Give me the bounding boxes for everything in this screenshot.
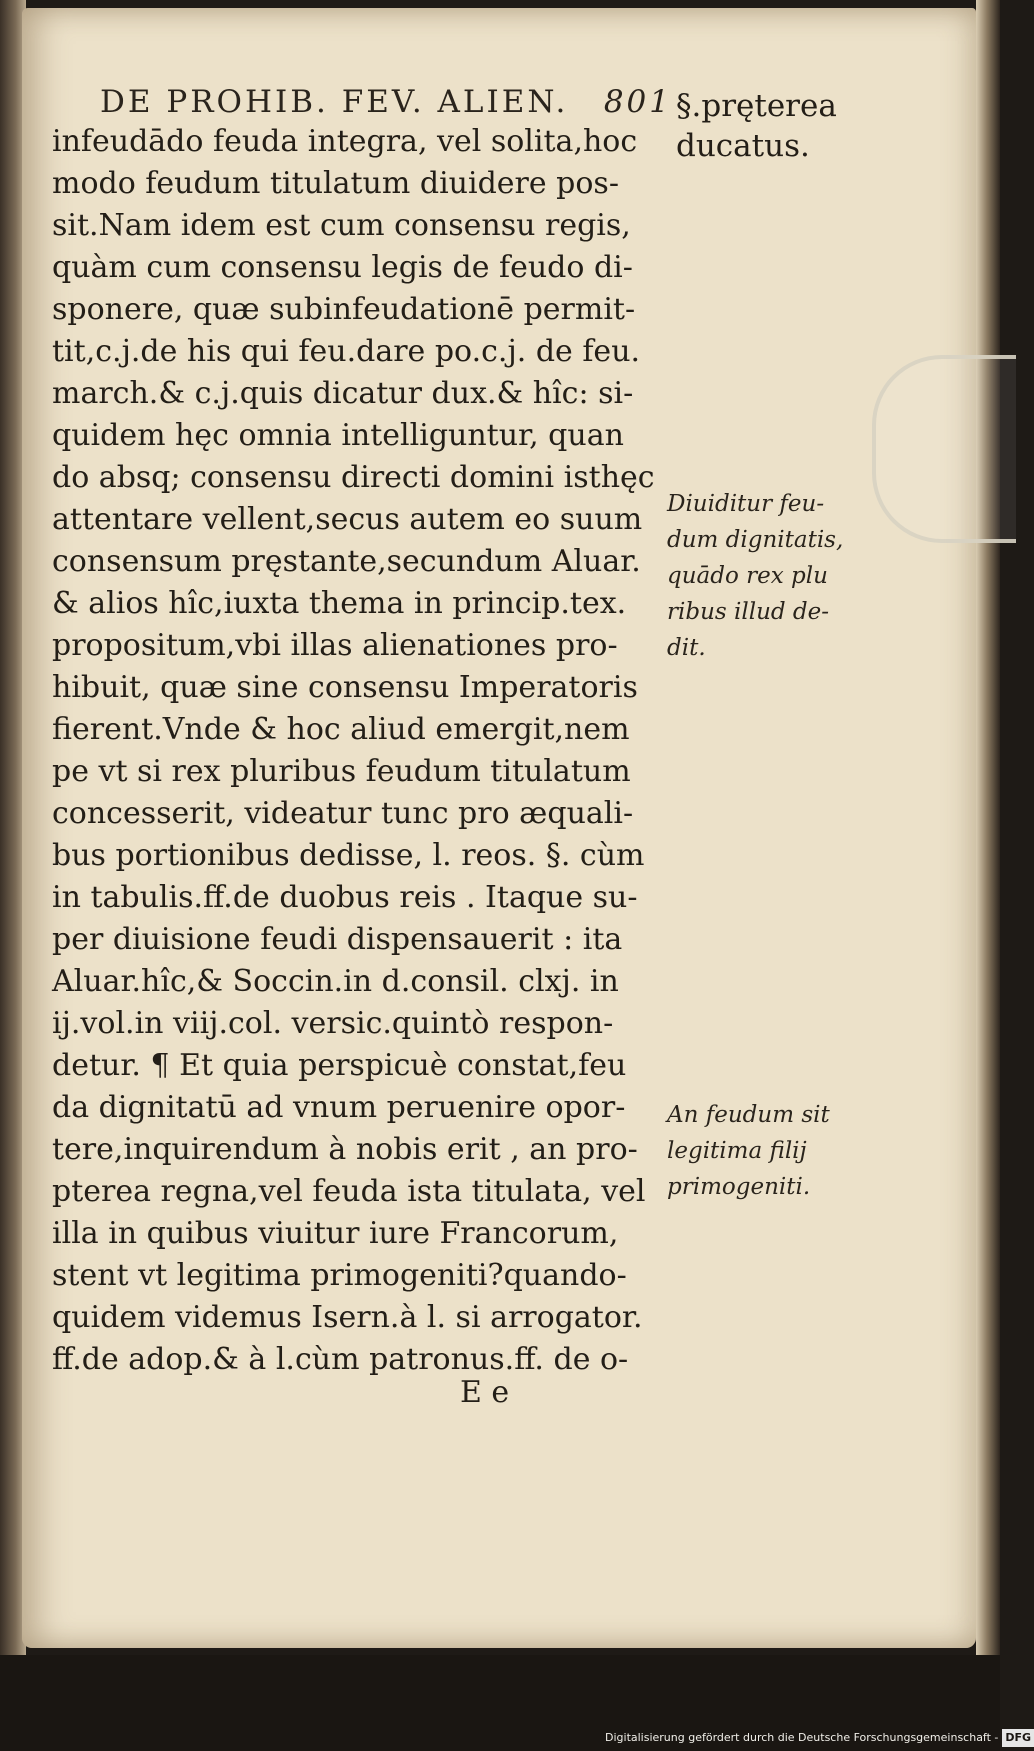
text-line: infeudādo feuda integra, vel solita,hoc bbox=[52, 124, 638, 159]
text-line: sponere, quæ subinfeudationē permit- bbox=[52, 292, 636, 327]
body-text bbox=[52, 122, 677, 1422]
text-line: quidem videmus Isern.à l. si arrogator. bbox=[52, 1300, 643, 1335]
marginal-heading-line: §.pręterea bbox=[676, 88, 837, 124]
text-line: fierent.Vnde & hoc aliud emergit,nem bbox=[52, 712, 630, 747]
text-line: stent vt legitima primogeniti?quando- bbox=[52, 1258, 627, 1293]
text-line: march.& c.j.quis dicatur dux.& hîc: si- bbox=[52, 376, 634, 411]
text-line: concesserit, videatur tunc pro æquali- bbox=[52, 796, 634, 831]
text-line: Aluar.hîc,& Soccin.in d.consil. clxj. in bbox=[52, 964, 619, 999]
text-line: modo feudum titulatum diuidere pos- bbox=[52, 166, 619, 201]
running-head-title: DE PROHIB. FEV. ALIEN. bbox=[100, 84, 569, 120]
marginal-note-line: legitima filij bbox=[667, 1138, 807, 1164]
credit-text: Digitalisierung gefördert durch die Deutsche Forschungsgemeinschaft - bbox=[605, 1731, 999, 1744]
marginal-note-line: ribus illud de- bbox=[667, 599, 830, 625]
text-line: quàm cum consensu legis de feudo di- bbox=[52, 250, 633, 285]
marginal-heading bbox=[676, 86, 876, 166]
text-line: quidem hęc omnia intelliguntur, quan bbox=[52, 418, 624, 453]
text-line: bus portionibus dedisse, l. reos. §. cùm bbox=[52, 838, 645, 873]
text-line: consensum pręstante,secundum Aluar. bbox=[52, 544, 641, 579]
text-line: da dignitatū ad vnum peruenire opor- bbox=[52, 1090, 626, 1125]
text-line: pterea regna,vel feuda ista titulata, vel bbox=[52, 1174, 646, 1209]
text-line: hibuit, quæ sine consensu Imperatoris bbox=[52, 670, 638, 705]
text-line: detur. ¶ Et quia perspicuè constat,feu bbox=[52, 1048, 627, 1083]
text-line: sit.Nam idem est cum consensu regis, bbox=[52, 208, 631, 243]
marginal-note-line: Diuiditur feu- bbox=[667, 491, 825, 517]
text-line: propositum,vbi illas alienationes pro- bbox=[52, 628, 618, 663]
text-line: do absq; consensu directi domini isthęc bbox=[52, 460, 655, 495]
book-edge-right bbox=[976, 0, 1000, 1690]
text-line: illa in quibus viuitur iure Francorum, bbox=[52, 1216, 619, 1251]
page-clip bbox=[872, 355, 1016, 543]
text-line: attentare vellent,secus autem eo suum bbox=[52, 502, 643, 537]
text-line: pe vt si rex pluribus feudum titulatum bbox=[52, 754, 631, 789]
marginal-heading-line: ducatus. bbox=[676, 128, 810, 164]
marginal-note-line: quādo rex plu bbox=[667, 563, 828, 589]
text-line: & alios hîc,iuxta thema in princip.tex. bbox=[52, 586, 627, 621]
marginal-note-division bbox=[667, 486, 867, 666]
text-line: tere,inquirendum à nobis erit , an pro- bbox=[52, 1132, 638, 1167]
marginal-note-line: dum dignitatis, bbox=[667, 527, 844, 553]
marginal-note-line: An feudum sit bbox=[667, 1102, 830, 1128]
text-line: per diuisione feudi dispensauerit : ita bbox=[52, 922, 623, 957]
marginal-note-line: dit. bbox=[667, 635, 706, 661]
text-line: ff.de adop.& à l.cùm patronus.ff. de o- bbox=[52, 1342, 629, 1377]
dfg-logo: DFG bbox=[1002, 1729, 1034, 1747]
marginal-note-primogeniture bbox=[667, 1097, 867, 1205]
catchword: E e bbox=[460, 1375, 510, 1410]
digitization-credit bbox=[605, 1729, 1032, 1747]
page-number: 801 bbox=[603, 84, 672, 120]
text-line: tit,c.j.de his qui feu.dare po.c.j. de feu. bbox=[52, 334, 641, 369]
text-line: ij.vol.in viij.col. versic.quintò respon- bbox=[52, 1006, 614, 1041]
marginal-note-line: primogeniti. bbox=[667, 1174, 811, 1200]
text-line: in tabulis.ff.de duobus reis . Itaque su- bbox=[52, 880, 638, 915]
